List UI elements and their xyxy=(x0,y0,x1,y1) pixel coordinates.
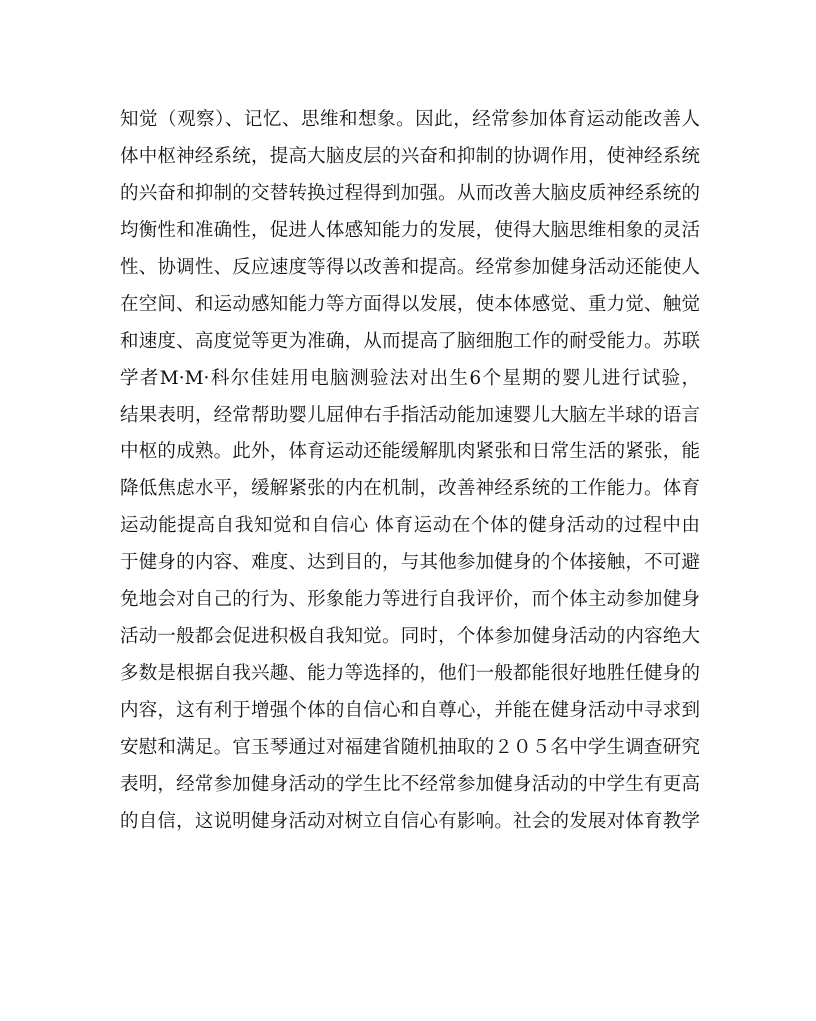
text-line: 的自信，这说明健身活动对树立自信心有影响。社会的发展对体育教学 xyxy=(120,810,700,832)
text-line: 结果表明，经常帮助婴儿屈伸右手指活动能加速婴儿大脑左半球的语言 xyxy=(120,404,700,426)
text-line: 中枢的成熟。此外，体育运动还能缓解肌肉紧张和日常生活的紧张，能 xyxy=(120,441,700,463)
text-line: 于健身的内容、难度、达到目的，与其他参加健身的个体接触，不可避 xyxy=(120,552,700,574)
text-line: 运动能提高自我知觉和自信心 体育运动在个体的健身活动的过程中由 xyxy=(120,515,700,537)
text-line: 的兴奋和抑制的交替转换过程得到加强。从而改善大脑皮质神经系统的 xyxy=(120,182,700,204)
text-line: 表明，经常参加健身活动的学生比不经常参加健身活动的中学生有更高 xyxy=(120,773,700,795)
text-line: 在空间、和运动感知能力等方面得以发展，使本体感觉、重力觉、触觉 xyxy=(120,293,700,315)
text-line: 知觉（观察）、记忆、思维和想象。因此，经常参加体育运动能改善人 xyxy=(120,109,700,130)
text-line: 多数是根据自我兴趣、能力等选择的，他们一般都能很好地胜任健身的 xyxy=(120,663,700,685)
text-line: 学者M·M·科尔佳娃用电脑测验法对出生6个星期的婴儿进行试验， xyxy=(120,367,700,389)
text-line: 免地会对自己的行为、形象能力等进行自我评价，而个体主动参加健身 xyxy=(120,589,700,611)
text-line: 活动一般都会促进积极自我知觉。同时，个体参加健身活动的内容绝大 xyxy=(120,626,700,648)
text-line: 安慰和满足。官玉琴通过对福建省随机抽取的２０５名中学生调查研究 xyxy=(120,736,700,758)
text-line: 均衡性和准确性，促进人体感知能力的发展，使得大脑思维相象的灵活 xyxy=(120,219,700,241)
text-line: 性、协调性、反应速度等得以改善和提高。经常参加健身活动还能使人 xyxy=(120,256,700,278)
text-line: 体中枢神经系统，提高大脑皮层的兴奋和抑制的协调作用，使神经系统 xyxy=(120,145,700,167)
text-line: 和速度、高度觉等更为准确，从而提高了脑细胞工作的耐受能力。苏联 xyxy=(120,330,700,352)
body-text xyxy=(120,102,700,841)
text-line: 内容，这有利于增强个体的自信心和自尊心，并能在健身活动中寻求到 xyxy=(120,700,700,721)
text-line: 降低焦虑水平，缓解紧张的内在机制，改善神经系统的工作能力。体育 xyxy=(120,478,700,500)
